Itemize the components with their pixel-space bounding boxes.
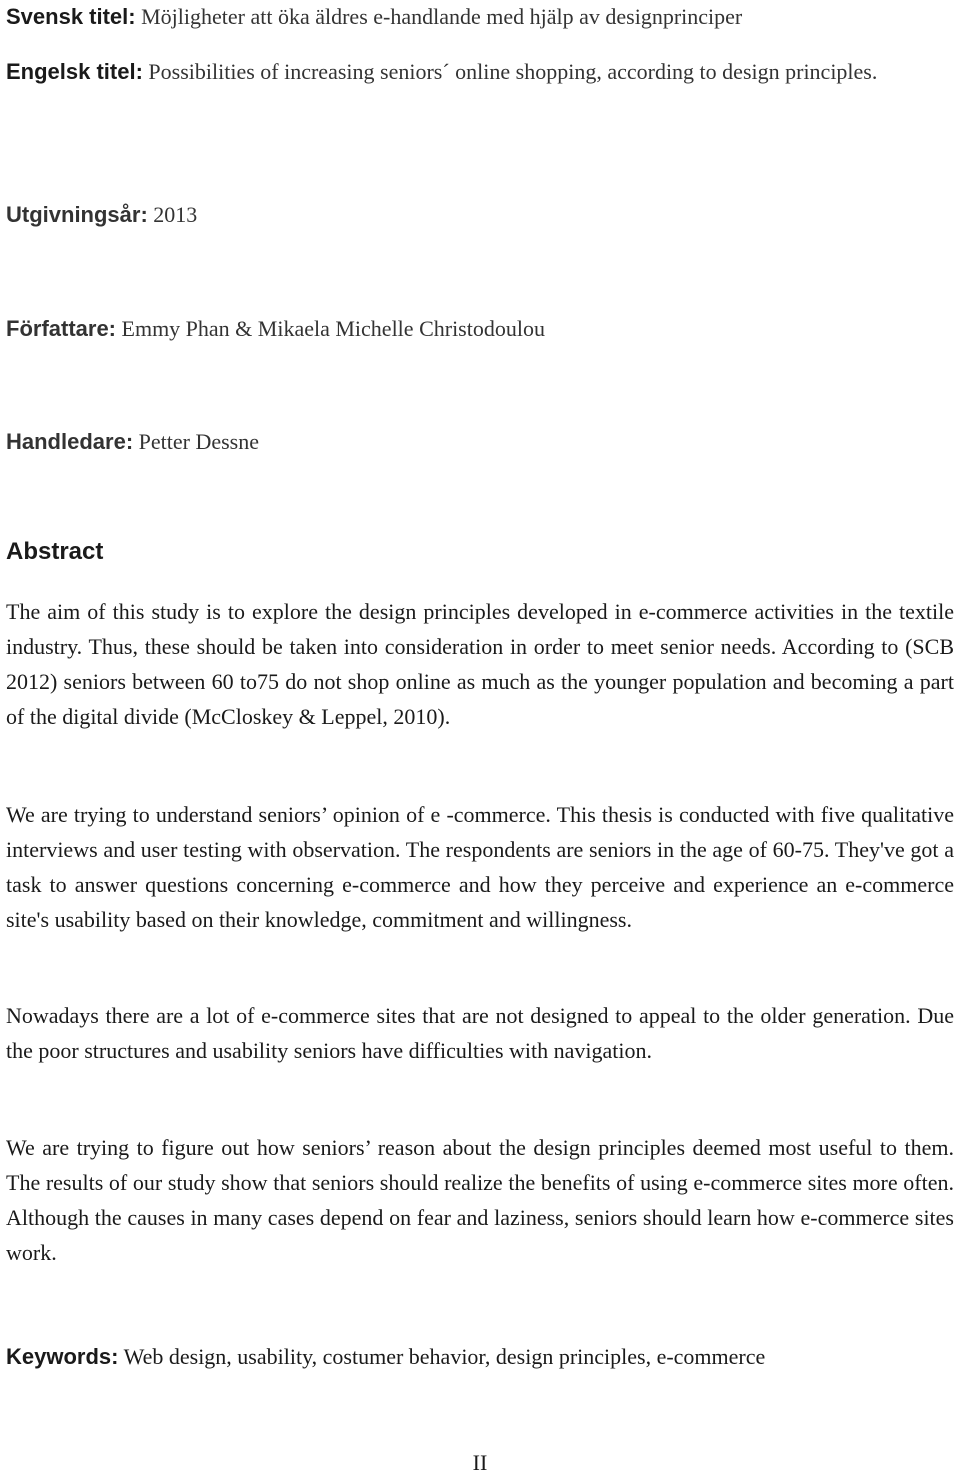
keywords-value: Web design, usability, costumer behavior, design principles, e-commerce xyxy=(123,1344,766,1369)
abstract-paragraph-4: We are trying to figure out how seniors’ reason about the design principles deemed most useful to them. The results of our study show that seniors should realize the benefits of using e-commerce sites more often. Although the causes in many cases depend on fear and laziness, seniors should learn how e-commerce sites work. xyxy=(6,1135,954,1265)
abstract-paragraph-3: Nowadays there are a lot of e-commerce sites that are not designed to appeal to the older generation. Due the poor structures and usability seniors have difficulties with navigation. xyxy=(6,1003,954,1063)
swedish-title-label: Svensk titel: xyxy=(6,4,136,29)
supervisor-line xyxy=(6,425,956,459)
authors-value: Emmy Phan & Mikaela Michelle Christodoulou xyxy=(121,316,545,341)
authors-label: Författare: xyxy=(6,316,117,341)
english-title-line xyxy=(6,55,956,89)
supervisor-value: Petter Dessne xyxy=(138,429,260,454)
year-value: 2013 xyxy=(153,202,198,227)
english-title-label: Engelsk titel: xyxy=(6,59,143,84)
swedish-title-value: Möjligheter att öka äldres e-handlande med hjälp av designprinciper xyxy=(141,4,743,29)
keywords-label: Keywords: xyxy=(6,1344,119,1369)
abstract-heading: Abstract xyxy=(6,538,104,565)
abstract-paragraph-1: The aim of this study is to explore the design principles developed in e-commerce activities in the textile industry. Thus, these should be taken into consideration in order to meet senior needs. According to (SCB 2012) seniors between 60 to75 do not shop online as much as the younger population and becoming a part of the digital divide (McCloskey & Leppel, 2010). xyxy=(6,599,954,729)
swedish-title-line xyxy=(6,0,956,34)
english-title-value: Possibilities of increasing seniors´ online shopping, according to design principles. xyxy=(148,59,878,84)
authors-line xyxy=(6,312,956,346)
year-label: Utgivningsår: xyxy=(6,202,148,227)
page-number: II xyxy=(472,1450,488,1475)
abstract-paragraph-2: We are trying to understand seniors’ opinion of e -commerce. This thesis is conducted with five qualitative interviews and user testing with observation. The respondents are seniors in the age of 60-75. They've got a task to answer questions concerning e-commerce and how they perceive and experience an e-commerce site's usability based on their knowledge, commitment and willingness. xyxy=(6,802,954,932)
keywords-line xyxy=(6,1340,956,1374)
supervisor-label: Handledare: xyxy=(6,429,134,454)
year-line xyxy=(6,198,956,232)
